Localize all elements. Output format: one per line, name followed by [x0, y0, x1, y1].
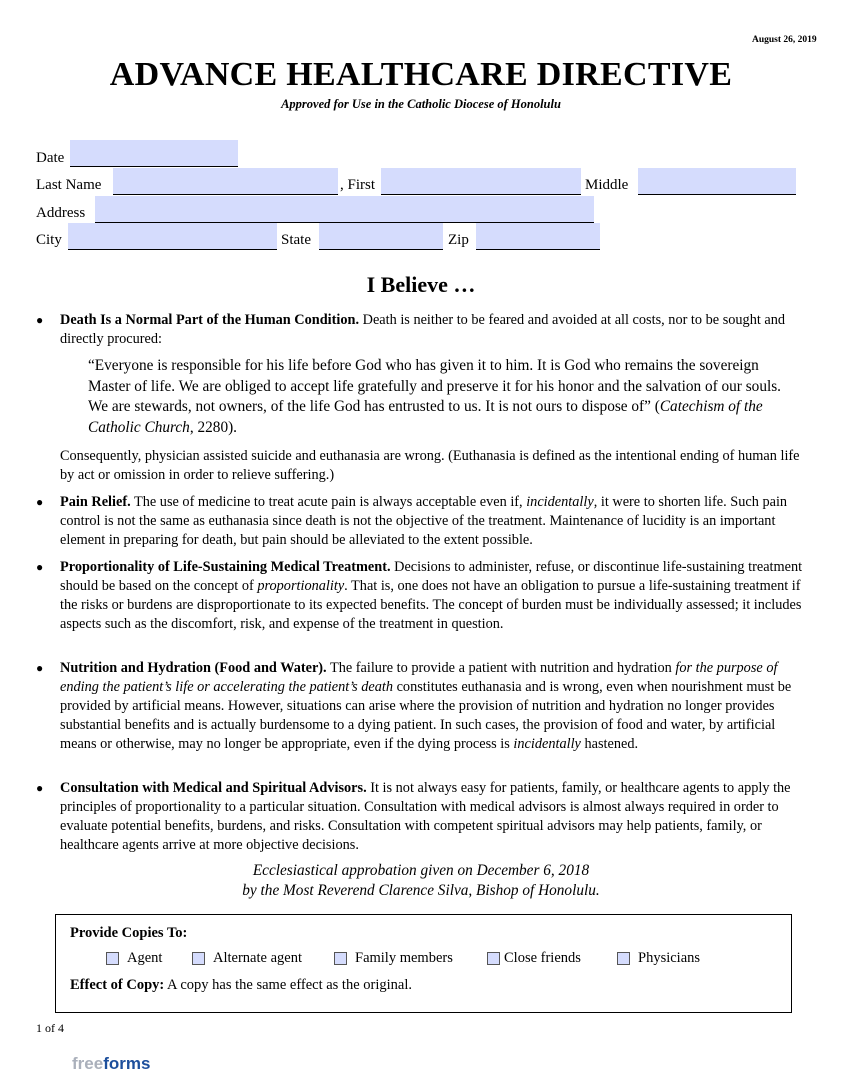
- nutrition-text: hastened.: [580, 736, 639, 752]
- brand-forms: forms: [103, 1054, 151, 1073]
- pain-paragraph: [60, 493, 812, 550]
- bullet-icon: ●: [36, 661, 44, 675]
- quote-end: , 2280).: [189, 418, 238, 436]
- copy-option-physicians[interactable]: [617, 950, 700, 967]
- page-subtitle: Approved for Use in the Catholic Diocese of Honolulu: [281, 97, 561, 111]
- pain-title: Pain Relief.: [60, 494, 131, 510]
- city-field[interactable]: [68, 223, 277, 250]
- pain-text: The use of medicine to treat acute pain is always acceptable even if,: [130, 494, 527, 510]
- checkbox-family-members[interactable]: [334, 952, 347, 965]
- nutrition-text: The failure to provide a patient with nutrition and hydration: [326, 660, 676, 676]
- document-date: August 26, 2019: [752, 35, 817, 45]
- approbation-line-1: Ecclesiastical approbation given on December 6, 2018: [252, 862, 590, 879]
- checkbox-close-friends[interactable]: [487, 952, 500, 965]
- approbation: [0, 861, 842, 901]
- catechism-quote: [88, 356, 788, 438]
- nutrition-text: constitutes euthanasia and is wrong, even when nourishment must be provided by artificial means. However, situations can arise where the provision of nutrition and hydration no longer provides substantial benefits and is actually burdensome to a dying patient. In such cases, the provision of food and water, by artificial means or otherwise, may no longer be appropriate, even if the dying process is: [60, 679, 792, 752]
- last-name-label: Last Name: [36, 177, 102, 193]
- address-field[interactable]: [95, 196, 594, 223]
- effect-label: Effect of Copy:: [70, 977, 165, 993]
- copy-option-label: Agent: [127, 950, 163, 966]
- quote-text: “Everyone is responsible for his life before God who has given it to him. It is God who remains the sovereign Master of life. We are obliged to accept life gratefully and preserve it for his honor and the salvation of our souls. We are stewards, not owners, of the life God has entrusted to us. It is not ours to dispose of” (: [88, 357, 781, 415]
- checkbox-agent[interactable]: [106, 952, 119, 965]
- nutrition-italic: incidentally: [513, 736, 581, 752]
- page-title: ADVANCE HEALTHCARE DIRECTIVE: [109, 56, 733, 93]
- copy-option-agent[interactable]: [106, 950, 162, 967]
- quote-source: Catechism of the Catholic Church: [88, 398, 763, 436]
- copy-option-family-members[interactable]: [334, 950, 453, 967]
- consequently-paragraph: Consequently, physician assisted suicide and euthanasia are wrong. (Euthanasia is defined as the intentional ending of human life by act or omission in order to relieve suffering.): [60, 448, 800, 483]
- nutrition-italic: for the purpose of ending the patient’s life or accelerating the patient’s death: [60, 660, 778, 695]
- death-text: Death is neither to be feared and avoided at all costs, nor to be sought and directly procured:: [60, 312, 786, 347]
- proportionality-text: . That is, one does not have an obligation to pursue a life-sustaining treatment if the risks or burdens are disproportionate to its expected benefits. The concept of burden must be individually assessed; it includes aspects such as the discomfort, risk, and expense of the treatment in question.: [60, 578, 802, 632]
- checkbox-physicians[interactable]: [617, 952, 630, 965]
- middle-name-label: Middle: [585, 177, 629, 193]
- copies-title: Provide Copies To:: [70, 925, 188, 941]
- brand-free: free: [72, 1054, 104, 1073]
- page-number: 1 of 4: [36, 1021, 64, 1035]
- effect-of-copy: [70, 977, 412, 994]
- death-title: Death Is a Normal Part of the Human Condition.: [60, 312, 360, 328]
- state-label: State: [281, 232, 311, 248]
- effect-text: A copy has the same effect as the original.: [164, 977, 413, 993]
- nutrition-title: Nutrition and Hydration (Food and Water).: [60, 660, 327, 676]
- proportionality-paragraph: [60, 558, 812, 634]
- copy-option-close-friends[interactable]: [487, 950, 581, 967]
- proportionality-italic: proportionality: [257, 578, 345, 594]
- date-label: Date: [36, 150, 65, 166]
- last-name-field[interactable]: [113, 168, 338, 195]
- consultation-title: Consultation with Medical and Spiritual Advisors.: [60, 780, 367, 796]
- copy-option-alternate-agent[interactable]: [192, 950, 302, 967]
- nutrition-paragraph: [60, 659, 812, 754]
- freeforms-logo[interactable]: [72, 1054, 150, 1074]
- proportionality-title: Proportionality of Life-Sustaining Medical Treatment.: [60, 559, 391, 575]
- proportionality-text: Decisions to administer, refuse, or discontinue life-sustaining treatment should be based on the concept of: [60, 559, 803, 594]
- bullet-icon: ●: [36, 560, 44, 574]
- state-field[interactable]: [319, 223, 443, 250]
- copy-option-label: Alternate agent: [213, 950, 302, 966]
- pain-text: , it were to shorten life. Such pain control is not the same as euthanasia since death is not the objective of the treatment. Maintenance of lucidity is an important element in preparing for death, but pain should be alleviated to the extent possible.: [60, 494, 788, 548]
- bullet-icon: ●: [36, 495, 44, 509]
- zip-label: Zip: [448, 232, 469, 248]
- first-name-label: , First: [340, 177, 376, 193]
- section-heading: I Believe …: [366, 272, 476, 297]
- middle-name-field[interactable]: [638, 168, 796, 195]
- consultation-paragraph: [60, 779, 812, 855]
- pain-italic: incidentally: [526, 494, 594, 510]
- death-paragraph: [60, 311, 812, 349]
- address-label: Address: [36, 205, 86, 221]
- bullet-icon: ●: [36, 313, 44, 327]
- checkbox-alternate-agent[interactable]: [192, 952, 205, 965]
- copy-option-label: Physicians: [638, 950, 701, 966]
- copy-option-label: Close friends: [504, 950, 581, 966]
- date-field[interactable]: [70, 140, 238, 167]
- approbation-line-2: by the Most Reverend Clarence Silva, Bishop of Honolulu.: [242, 882, 600, 899]
- zip-field[interactable]: [476, 223, 600, 250]
- city-label: City: [36, 232, 62, 248]
- copy-option-label: Family members: [355, 950, 453, 966]
- consultation-text: It is not always easy for patients, family, or healthcare agents to apply the principles of proportionality to a particular situation. Consultation with medical advisors is almost always required in order to evaluate potential benefits, burdens, and risks. Consultation with competent spiritual advisors may help patients, family, or healthcare agents arrive at more objective decisions.: [60, 780, 791, 853]
- first-name-field[interactable]: [381, 168, 581, 195]
- bullet-icon: ●: [36, 781, 44, 795]
